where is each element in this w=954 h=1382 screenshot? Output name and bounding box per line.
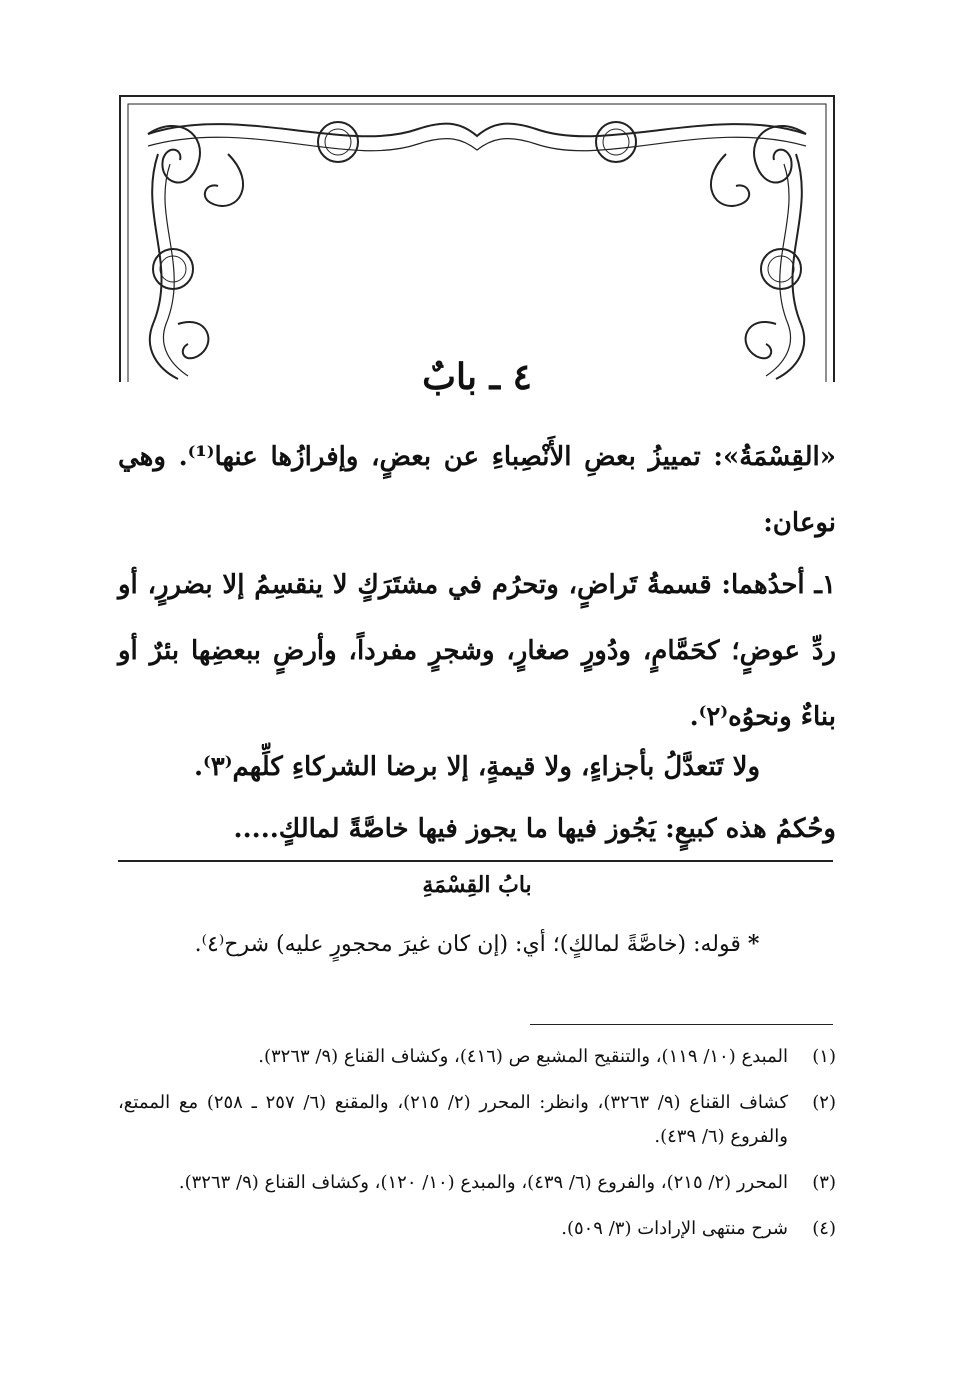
footnote-item xyxy=(118,1212,836,1246)
footnote-text: كشاف القناع (٩/ ٣٢٦٣)، وانظر: المحرر (٢/ ٢١٥)، والمقنع (٦/ ٢٥٧ ـ ٢٥٨) مع الممتع، والفروع (٦/ ٤٣٩). xyxy=(118,1092,789,1147)
commentary-title: بابُ القِسْمَةِ xyxy=(422,872,532,898)
definition-text: «القِسْمَةُ»: تمييزُ بعضِ الأَنْصِباءِ عن بعضٍ، وإفرازُها عنها⁽¹⁾. وهي نوعان: xyxy=(118,442,836,538)
footnotes-list xyxy=(118,1040,836,1258)
first-type-text: ١ـ أحدُهما: قسمةُ تَراضٍ، وتحرُم في مشتَرَكٍ لا ينقسِمُ إلا بضررٍ، أو ردِّ عوضٍ؛ كحَمَّامٍ، ودُورٍ صغارٍ، وشجرٍ مفرداً، وأرضٍ ببعضِها بئرٌ أو بناءٌ ونحوُه⁽٢⁾. xyxy=(118,570,836,732)
footnote-number: (٤) xyxy=(812,1218,836,1239)
commentary-note-text: قوله: (خاصَّةً لمالكٍ)؛ أي: (إن كان غيرَ محجورٍ عليه) شرح⁽٤⁾. xyxy=(194,932,741,957)
footnote-number: (٣) xyxy=(812,1172,836,1193)
footnote-text: المحرر (٢/ ٢١٥)، والفروع (٦/ ٤٣٩)، والمبدع (١٠/ ١٢٠)، وكشاف القناع (٩/ ٣٢٦٣). xyxy=(178,1172,788,1193)
first-type-paragraph xyxy=(118,552,836,750)
footnote-text: شرح منتهى الإرادات (٣/ ٥٠٩). xyxy=(561,1218,788,1239)
arabesque-ornament xyxy=(118,94,836,384)
consent-text: ولا تَتعدَّلُ بأجزاءٍ، ولا قيمةٍ، إلا برضا الشركاءِ كلِّهم⁽٣⁾. xyxy=(193,752,761,782)
footnote-item xyxy=(118,1040,836,1074)
ornamental-header-frame xyxy=(118,94,836,398)
ruling-paragraph xyxy=(118,796,836,862)
footnote-divider xyxy=(530,1024,833,1025)
ruling-text: وحُكمُ هذه كبيعٍ: يَجُوز فيها ما يجوز فيها خاصَّةً لمالكٍ..... xyxy=(233,814,836,844)
footnote-text: المبدع (١٠/ ١١٩)، والتنقيح المشبع ص (٤١٦)، وكشاف القناع (٩/ ٣٢٦٣). xyxy=(258,1046,788,1067)
footnote-number: (١) xyxy=(812,1046,836,1067)
chapter-title: ٤ ـ بابٌ xyxy=(422,356,532,398)
consent-paragraph xyxy=(118,734,836,800)
star-marker-icon: * xyxy=(747,931,760,957)
definition-paragraph xyxy=(118,424,836,556)
footnote-item xyxy=(118,1166,836,1200)
commentary-note xyxy=(118,924,836,965)
commentary-divider xyxy=(118,860,833,862)
footnote-number: (٢) xyxy=(812,1092,836,1113)
footnote-item xyxy=(118,1086,836,1154)
